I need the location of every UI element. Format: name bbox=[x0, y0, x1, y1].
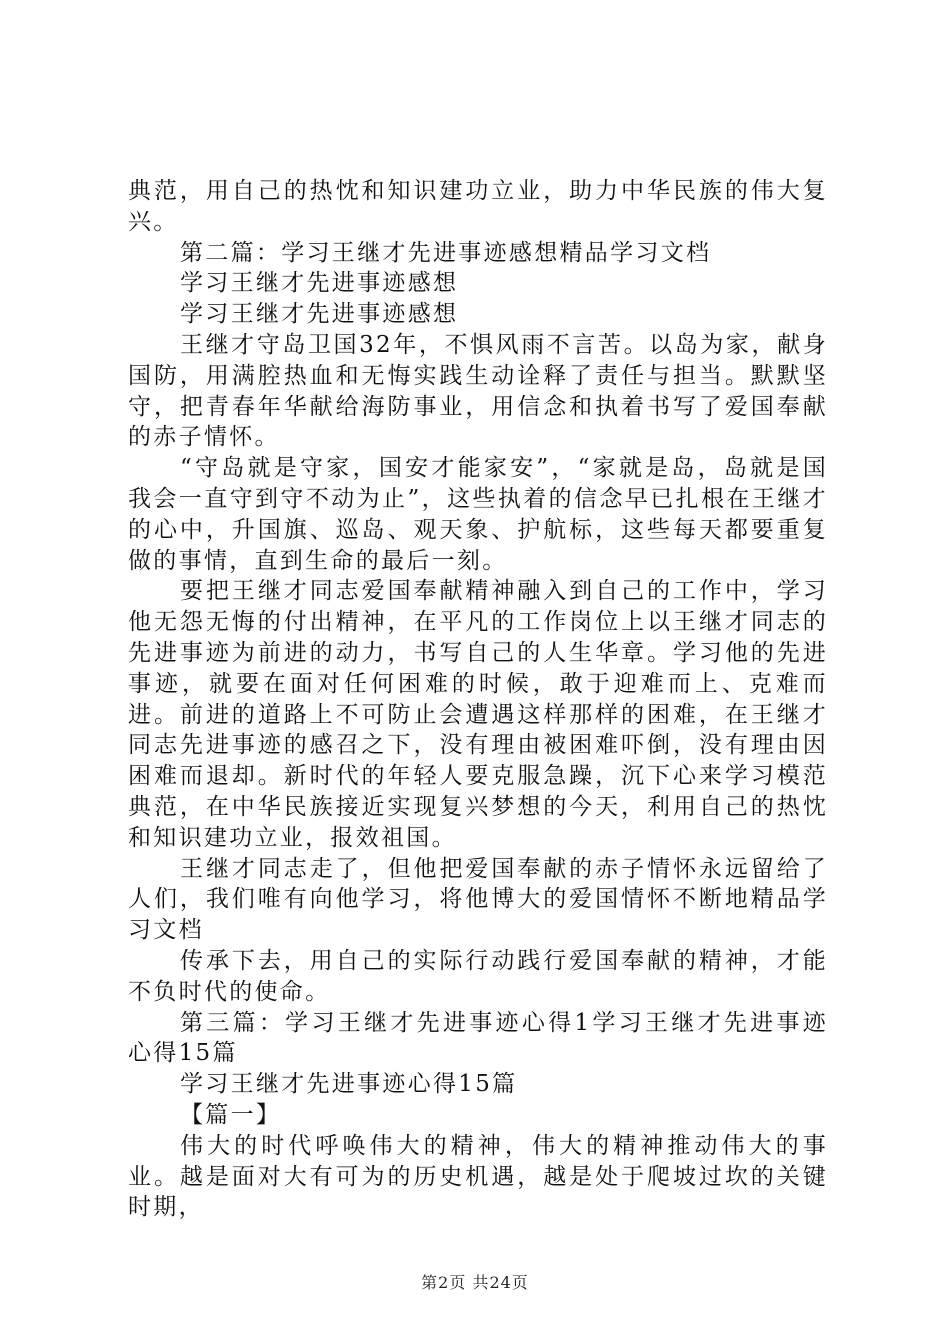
paragraph-10: 第三篇：学习王继才先进事迹心得1学习王继才先进事迹心得15篇 bbox=[128, 1009, 828, 1067]
page-number: 第2页 共24页 bbox=[421, 1273, 529, 1292]
paragraph-9: 传承下去，用自己的实际行动践行爱国奉献的精神，才能不负时代的使命。 bbox=[128, 947, 828, 1005]
paragraph-8: 王继才同志走了，但他把爱国奉献的赤子情怀永远留给了人们，我们唯有向他学习，将他博大的爱国情怀不断地精品学习文档 bbox=[128, 855, 828, 944]
paragraph-3: 学习王继才先进事迹感想 bbox=[180, 270, 459, 297]
paragraph-13: 伟大的时代呼唤伟大的精神，伟大的精神推动伟大的事业。越是面对大有可为的历史机遇，越是处于爬坡过坎的关键时期， bbox=[128, 1132, 828, 1221]
paragraph-1: 典范，用自己的热忱和知识建功立业，助力中华民族的伟大复兴。 bbox=[128, 178, 828, 235]
paragraph-11: 学习王继才先进事迹心得15篇 bbox=[180, 1071, 518, 1098]
document-body bbox=[128, 176, 828, 1223]
paragraph-7: 要把王继才同志爱国奉献精神融入到自己的工作中，学习他无怨无悔的付出精神，在平凡的工作岗位上以王继才同志的先进事迹为前进的动力，书写自己的人生华章。学习他的先进事迹，就要在面对任何困难的时候，敢于迎难而上、克难而进。前进的道路上不可防止会遭遇这样那样的困难，在王继才同志先进事迹的感召之下，没有理由被困难吓倒，没有理由因困难而退却。新时代的年轻人要克服急躁，沉下心来学习模范典范，在中华民族接近实现复兴梦想的今天，利用自己的热忱和知识建功立业，报效祖国。 bbox=[128, 578, 828, 851]
paragraph-2: 第二篇：学习王继才先进事迹感想精品学习文档 bbox=[180, 239, 712, 266]
paragraph-4: 学习王继才先进事迹感想 bbox=[180, 301, 459, 328]
paragraph-5: 王继才守岛卫国32年，不惧风雨不言苦。以岛为家，献身国防，用满腔热血和无悔实践生动诠释了责任与担当。默默坚守，把青春年华献给海防事业，用信念和执着书写了爱国奉献的赤子情怀。 bbox=[128, 331, 828, 451]
paragraph-6: “守岛就是守家，国安才能家安”，“家就是岛，岛就是国我会一直守到守不动为止”，这些执着的信念早已扎根在王继才的心中，升国旗、巡岛、观天象、护航标，这些每天都要重复做的事情，直到生命的最后一刻。 bbox=[128, 455, 828, 574]
paragraph-12: 【篇一】 bbox=[180, 1101, 282, 1128]
